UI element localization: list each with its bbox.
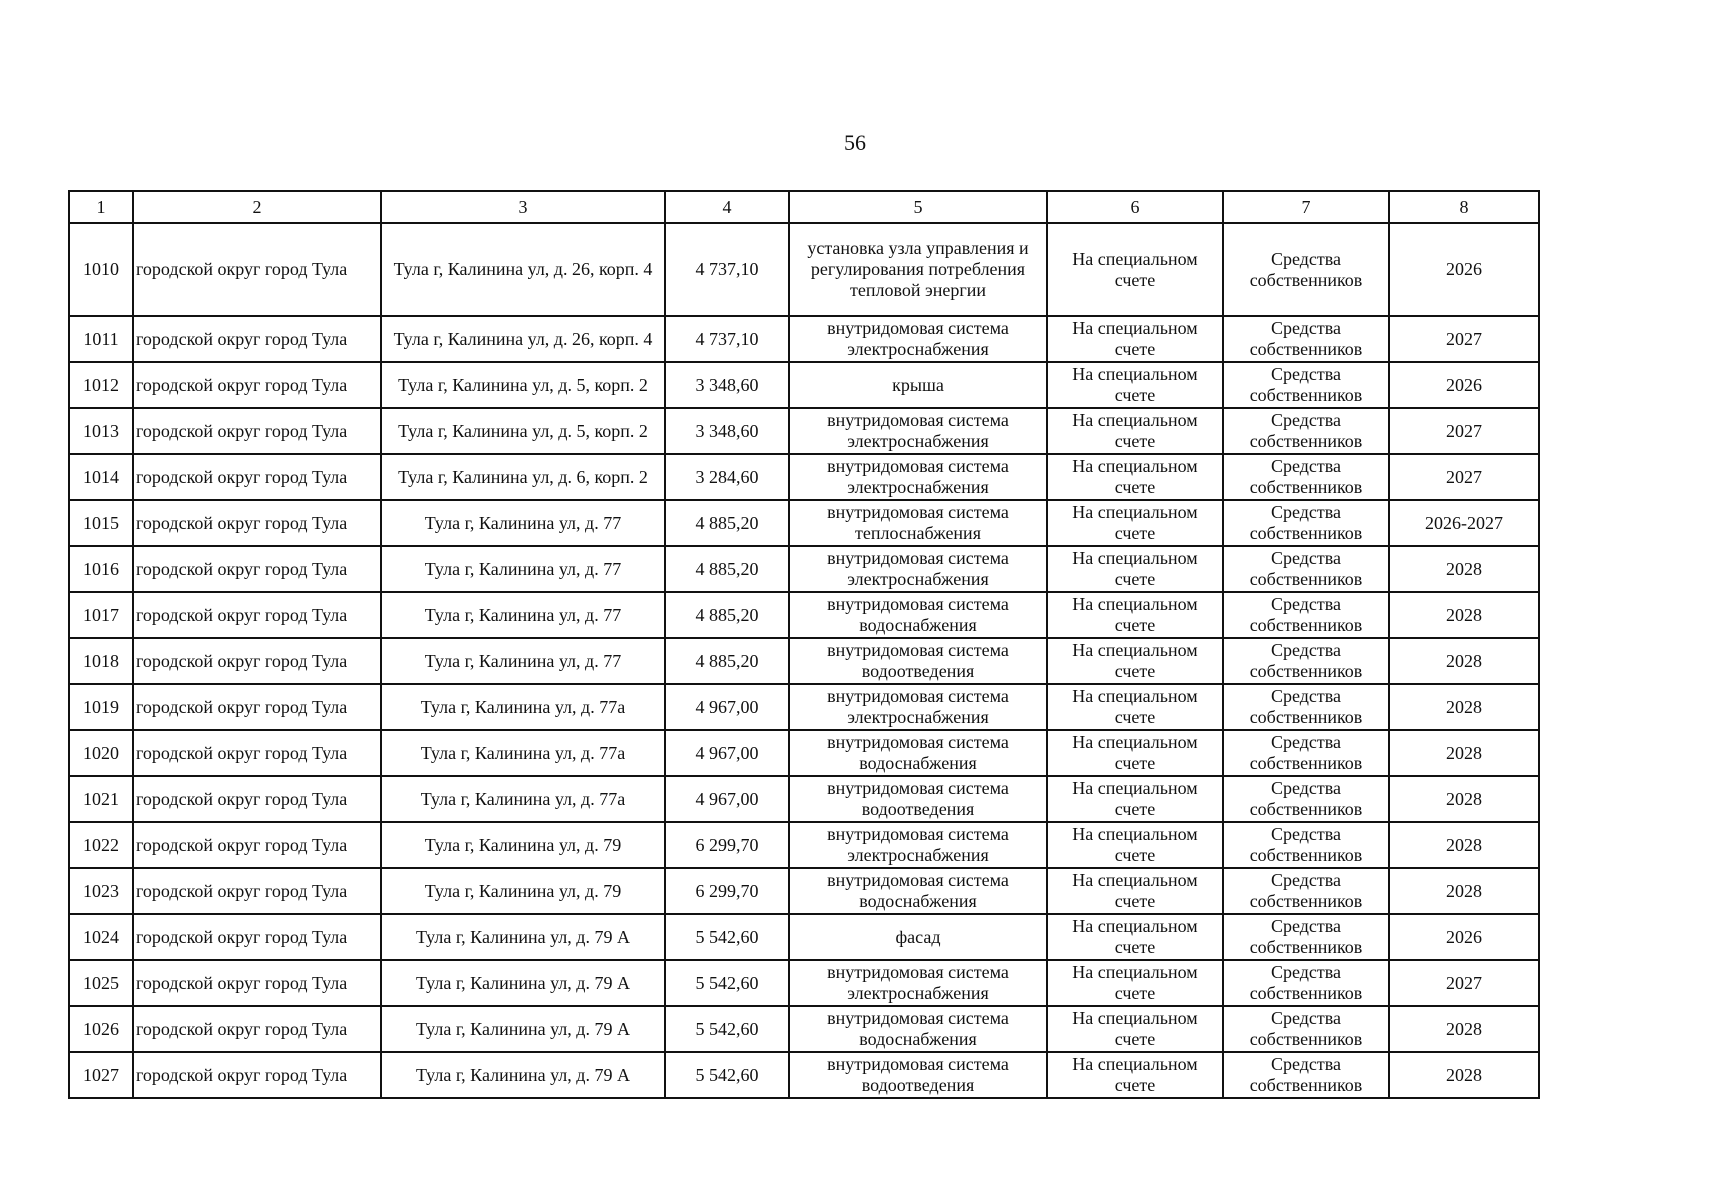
funding-source-cell: Средства собственников (1223, 730, 1389, 776)
table-row (69, 223, 1539, 316)
account-type-cell: На специальном счете (1047, 223, 1223, 316)
header-cell: 5 (789, 191, 1047, 223)
work-type-cell: установка узла управления и регулирования потребления тепловой энергии (789, 223, 1047, 316)
municipality-cell: городской округ город Тула (133, 500, 381, 546)
table-row (69, 454, 1539, 500)
account-type-cell: На специальном счете (1047, 316, 1223, 362)
header-cell: 4 (665, 191, 789, 223)
funding-source-cell: Средства собственников (1223, 914, 1389, 960)
funding-source-cell: Средства собственников (1223, 500, 1389, 546)
address-cell: Тула г, Калинина ул, д. 79 А (381, 1006, 665, 1052)
address-cell: Тула г, Калинина ул, д. 77а (381, 684, 665, 730)
area-cell: 5 542,60 (665, 914, 789, 960)
address-cell: Тула г, Калинина ул, д. 79 А (381, 1052, 665, 1098)
funding-source-cell: Средства собственников (1223, 362, 1389, 408)
table-row (69, 1006, 1539, 1052)
funding-source-cell: Средства собственников (1223, 408, 1389, 454)
account-type-cell: На специальном счете (1047, 500, 1223, 546)
table-row (69, 408, 1539, 454)
address-cell: Тула г, Калинина ул, д. 77а (381, 776, 665, 822)
work-type-cell: внутридомовая система водоснабжения (789, 592, 1047, 638)
address-cell: Тула г, Калинина ул, д. 26, корп. 4 (381, 223, 665, 316)
row-number-cell: 1019 (69, 684, 133, 730)
row-number-cell: 1014 (69, 454, 133, 500)
municipality-cell: городской округ город Тула (133, 454, 381, 500)
funding-source-cell: Средства собственников (1223, 223, 1389, 316)
table-row (69, 730, 1539, 776)
account-type-cell: На специальном счете (1047, 1052, 1223, 1098)
year-cell: 2027 (1389, 454, 1539, 500)
funding-source-cell: Средства собственников (1223, 684, 1389, 730)
work-type-cell: внутридомовая система водоотведения (789, 776, 1047, 822)
address-cell: Тула г, Калинина ул, д. 79 А (381, 960, 665, 1006)
table-row (69, 684, 1539, 730)
account-type-cell: На специальном счете (1047, 914, 1223, 960)
municipality-cell: городской округ город Тула (133, 822, 381, 868)
account-type-cell: На специальном счете (1047, 592, 1223, 638)
funding-source-cell: Средства собственников (1223, 1052, 1389, 1098)
row-number-cell: 1023 (69, 868, 133, 914)
area-cell: 3 348,60 (665, 408, 789, 454)
account-type-cell: На специальном счете (1047, 960, 1223, 1006)
year-cell: 2026 (1389, 362, 1539, 408)
area-cell: 4 737,10 (665, 223, 789, 316)
address-cell: Тула г, Калинина ул, д. 77а (381, 730, 665, 776)
row-number-cell: 1027 (69, 1052, 133, 1098)
municipality-cell: городской округ город Тула (133, 592, 381, 638)
year-cell: 2028 (1389, 776, 1539, 822)
row-number-cell: 1012 (69, 362, 133, 408)
table-row (69, 960, 1539, 1006)
header-cell: 7 (1223, 191, 1389, 223)
account-type-cell: На специальном счете (1047, 638, 1223, 684)
address-cell: Тула г, Калинина ул, д. 79 А (381, 914, 665, 960)
row-number-cell: 1015 (69, 500, 133, 546)
municipality-cell: городской округ город Тула (133, 960, 381, 1006)
year-cell: 2026 (1389, 223, 1539, 316)
account-type-cell: На специальном счете (1047, 822, 1223, 868)
year-cell: 2028 (1389, 592, 1539, 638)
funding-source-cell: Средства собственников (1223, 776, 1389, 822)
repair-program-table (68, 190, 1540, 1099)
account-type-cell: На специальном счете (1047, 776, 1223, 822)
table-row (69, 546, 1539, 592)
area-cell: 5 542,60 (665, 960, 789, 1006)
page-number: 56 (844, 130, 866, 155)
work-type-cell: внутридомовая система электроснабжения (789, 960, 1047, 1006)
address-cell: Тула г, Калинина ул, д. 26, корп. 4 (381, 316, 665, 362)
work-type-cell: внутридомовая система водоснабжения (789, 1006, 1047, 1052)
address-cell: Тула г, Калинина ул, д. 6, корп. 2 (381, 454, 665, 500)
account-type-cell: На специальном счете (1047, 454, 1223, 500)
year-cell: 2028 (1389, 684, 1539, 730)
row-number-cell: 1018 (69, 638, 133, 684)
municipality-cell: городской округ город Тула (133, 223, 381, 316)
funding-source-cell: Средства собственников (1223, 454, 1389, 500)
year-cell: 2027 (1389, 960, 1539, 1006)
work-type-cell: внутридомовая система электроснабжения (789, 454, 1047, 500)
table-row (69, 1052, 1539, 1098)
municipality-cell: городской округ город Тула (133, 408, 381, 454)
work-type-cell: внутридомовая система электроснабжения (789, 684, 1047, 730)
area-cell: 4 885,20 (665, 638, 789, 684)
row-number-cell: 1021 (69, 776, 133, 822)
account-type-cell: На специальном счете (1047, 362, 1223, 408)
work-type-cell: внутридомовая система электроснабжения (789, 546, 1047, 592)
address-cell: Тула г, Калинина ул, д. 77 (381, 592, 665, 638)
area-cell: 5 542,60 (665, 1052, 789, 1098)
row-number-cell: 1026 (69, 1006, 133, 1052)
address-cell: Тула г, Калинина ул, д. 79 (381, 822, 665, 868)
address-cell: Тула г, Калинина ул, д. 79 (381, 868, 665, 914)
account-type-cell: На специальном счете (1047, 408, 1223, 454)
row-number-cell: 1020 (69, 730, 133, 776)
area-cell: 4 885,20 (665, 592, 789, 638)
funding-source-cell: Средства собственников (1223, 1006, 1389, 1052)
area-cell: 3 348,60 (665, 362, 789, 408)
municipality-cell: городской округ город Тула (133, 1006, 381, 1052)
account-type-cell: На специальном счете (1047, 730, 1223, 776)
work-type-cell: фасад (789, 914, 1047, 960)
row-number-cell: 1025 (69, 960, 133, 1006)
work-type-cell: внутридомовая система электроснабжения (789, 822, 1047, 868)
row-number-cell: 1013 (69, 408, 133, 454)
year-cell: 2028 (1389, 546, 1539, 592)
work-type-cell: внутридомовая система электроснабжения (789, 316, 1047, 362)
table-row (69, 638, 1539, 684)
work-type-cell: внутридомовая система электроснабжения (789, 408, 1047, 454)
work-type-cell: внутридомовая система водоотведения (789, 1052, 1047, 1098)
municipality-cell: городской округ город Тула (133, 914, 381, 960)
address-cell: Тула г, Калинина ул, д. 77 (381, 546, 665, 592)
table-body (69, 191, 1539, 1098)
area-cell: 6 299,70 (665, 868, 789, 914)
address-cell: Тула г, Калинина ул, д. 77 (381, 500, 665, 546)
area-cell: 4 967,00 (665, 730, 789, 776)
table-row (69, 316, 1539, 362)
funding-source-cell: Средства собственников (1223, 868, 1389, 914)
address-cell: Тула г, Калинина ул, д. 5, корп. 2 (381, 362, 665, 408)
municipality-cell: городской округ город Тула (133, 546, 381, 592)
funding-source-cell: Средства собственников (1223, 960, 1389, 1006)
funding-source-cell: Средства собственников (1223, 316, 1389, 362)
funding-source-cell: Средства собственников (1223, 822, 1389, 868)
table-row (69, 868, 1539, 914)
table-row (69, 822, 1539, 868)
area-cell: 4 967,00 (665, 776, 789, 822)
year-cell: 2026 (1389, 914, 1539, 960)
year-cell: 2028 (1389, 730, 1539, 776)
municipality-cell: городской округ город Тула (133, 362, 381, 408)
row-number-cell: 1016 (69, 546, 133, 592)
header-cell: 3 (381, 191, 665, 223)
row-number-cell: 1010 (69, 223, 133, 316)
municipality-cell: городской округ город Тула (133, 776, 381, 822)
account-type-cell: На специальном счете (1047, 684, 1223, 730)
row-number-cell: 1011 (69, 316, 133, 362)
year-cell: 2028 (1389, 1052, 1539, 1098)
table-row (69, 592, 1539, 638)
table-row (69, 500, 1539, 546)
municipality-cell: городской округ город Тула (133, 730, 381, 776)
year-cell: 2028 (1389, 638, 1539, 684)
header-cell: 6 (1047, 191, 1223, 223)
municipality-cell: городской округ город Тула (133, 868, 381, 914)
work-type-cell: внутридомовая система водоотведения (789, 638, 1047, 684)
account-type-cell: На специальном счете (1047, 1006, 1223, 1052)
work-type-cell: внутридомовая система водоснабжения (789, 730, 1047, 776)
row-number-cell: 1022 (69, 822, 133, 868)
year-cell: 2026-2027 (1389, 500, 1539, 546)
area-cell: 4 885,20 (665, 500, 789, 546)
header-cell: 2 (133, 191, 381, 223)
address-cell: Тула г, Калинина ул, д. 5, корп. 2 (381, 408, 665, 454)
row-number-cell: 1017 (69, 592, 133, 638)
account-type-cell: На специальном счете (1047, 546, 1223, 592)
header-row (69, 191, 1539, 223)
header-cell: 1 (69, 191, 133, 223)
table-row (69, 362, 1539, 408)
table-row (69, 914, 1539, 960)
municipality-cell: городской округ город Тула (133, 638, 381, 684)
table-row (69, 776, 1539, 822)
address-cell: Тула г, Калинина ул, д. 77 (381, 638, 665, 684)
work-type-cell: внутридомовая система теплоснабжения (789, 500, 1047, 546)
municipality-cell: городской округ город Тула (133, 1052, 381, 1098)
year-cell: 2027 (1389, 316, 1539, 362)
area-cell: 4 885,20 (665, 546, 789, 592)
area-cell: 5 542,60 (665, 1006, 789, 1052)
year-cell: 2028 (1389, 822, 1539, 868)
work-type-cell: крыша (789, 362, 1047, 408)
work-type-cell: внутридомовая система водоснабжения (789, 868, 1047, 914)
account-type-cell: На специальном счете (1047, 868, 1223, 914)
header-cell: 8 (1389, 191, 1539, 223)
municipality-cell: городской округ город Тула (133, 316, 381, 362)
area-cell: 4 967,00 (665, 684, 789, 730)
year-cell: 2028 (1389, 868, 1539, 914)
area-cell: 4 737,10 (665, 316, 789, 362)
municipality-cell: городской округ город Тула (133, 684, 381, 730)
funding-source-cell: Средства собственников (1223, 546, 1389, 592)
funding-source-cell: Средства собственников (1223, 638, 1389, 684)
year-cell: 2028 (1389, 1006, 1539, 1052)
funding-source-cell: Средства собственников (1223, 592, 1389, 638)
area-cell: 6 299,70 (665, 822, 789, 868)
area-cell: 3 284,60 (665, 454, 789, 500)
row-number-cell: 1024 (69, 914, 133, 960)
year-cell: 2027 (1389, 408, 1539, 454)
